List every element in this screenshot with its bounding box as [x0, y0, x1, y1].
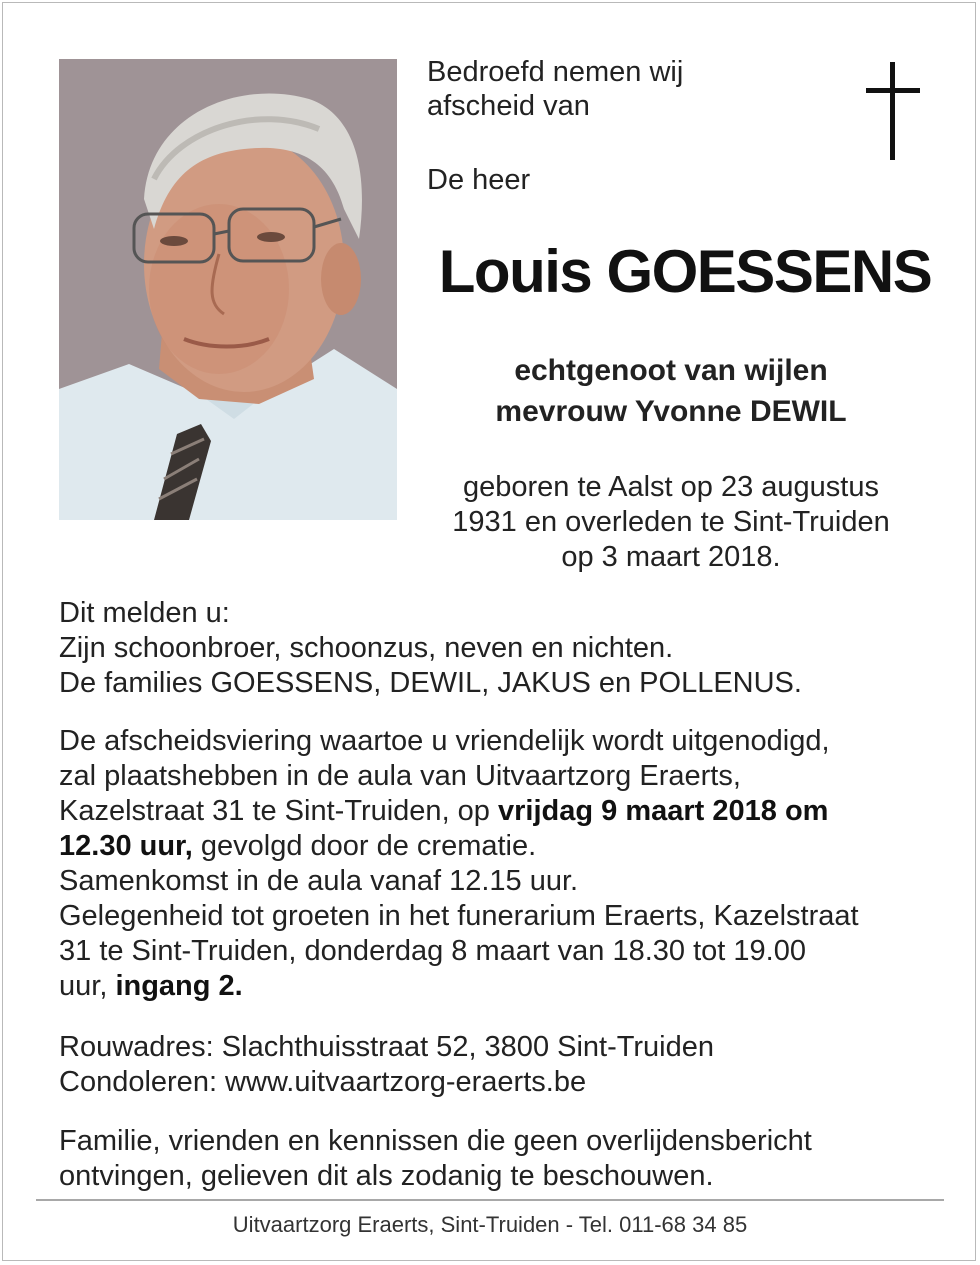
ceremony-line-3-plain: Kazelstraat 31 te Sint-Truiden, op [59, 795, 498, 827]
condolence-link[interactable]: Condoleren: www.uitvaartzorg-eraerts.be [59, 1066, 587, 1098]
intro-text [427, 55, 683, 123]
cross-icon [862, 62, 924, 160]
announce-line-1: Dit melden u: [59, 597, 230, 629]
announcement-paragraph [59, 596, 802, 701]
ceremony-line-1: De afscheidsviering waartoe u vriendelijk wordt uitgenodigd, [59, 725, 830, 757]
birth-line-2: 1931 en overleden te Sint-Truiden [452, 506, 890, 538]
portrait-photo [59, 59, 397, 520]
footer-divider [36, 1199, 944, 1201]
ceremony-line-6: Gelegenheid tot groeten in het funerarium Eraerts, Kazelstraat [59, 900, 859, 932]
spouse-line-1: echtgenoot van wijlen [514, 354, 828, 387]
intro-line-1: Bedroefd nemen wij [427, 56, 684, 88]
ceremony-line-4-plain: gevolgd door de crematie. [192, 830, 537, 862]
entrance-info: ingang 2. [115, 970, 243, 1002]
announce-line-3: De families GOESSENS, DEWIL, JAKUS en POLLENUS. [59, 667, 802, 699]
ceremony-line-2: zal plaatshebben in de aula van Uitvaartzorg Eraerts, [59, 760, 741, 792]
spouse-line-2: mevrouw Yvonne DEWIL [495, 395, 847, 428]
ceremony-line-7: 31 te Sint-Truiden, donderdag 8 maart van 18.30 tot 19.00 [59, 935, 806, 967]
footer-text: Uitvaartzorg Eraerts, Sint-Truiden - Tel. 011-68 34 85 [232, 1212, 748, 1237]
closing-paragraph [59, 1124, 812, 1194]
closing-line-1: Familie, vrienden en kennissen die geen overlijdensbericht [59, 1125, 812, 1157]
ceremony-line-3 [59, 794, 939, 829]
deceased-name: Louis GOESSENS [438, 238, 932, 305]
ceremony-line-8-plain: uur, [59, 970, 116, 1002]
contact-paragraph [59, 1030, 714, 1100]
honorific: De heer [427, 164, 531, 196]
closing-line-2: ontvingen, gelieven dit als zodanig te beschouwen. [59, 1160, 714, 1192]
ceremony-time: 12.30 uur, [59, 830, 193, 862]
birth-line-3: op 3 maart 2018. [561, 541, 781, 573]
ceremony-line-8 [59, 969, 939, 1004]
ceremony-paragraph [59, 724, 939, 1004]
ceremony-date: vrijdag 9 maart 2018 om [498, 795, 829, 827]
mourning-address: Rouwadres: Slachthuisstraat 52, 3800 Sint-Truiden [59, 1031, 715, 1063]
ceremony-line-4 [59, 829, 939, 864]
announce-line-2: Zijn schoonbroer, schoonzus, neven en nichten. [59, 632, 674, 664]
birth-death-info [430, 470, 912, 575]
ceremony-line-5: Samenkomst in de aula vanaf 12.15 uur. [59, 865, 579, 897]
intro-line-2: afscheid van [427, 90, 590, 122]
birth-line-1: geboren te Aalst op 23 augustus [463, 471, 879, 503]
spouse-info [430, 350, 912, 432]
